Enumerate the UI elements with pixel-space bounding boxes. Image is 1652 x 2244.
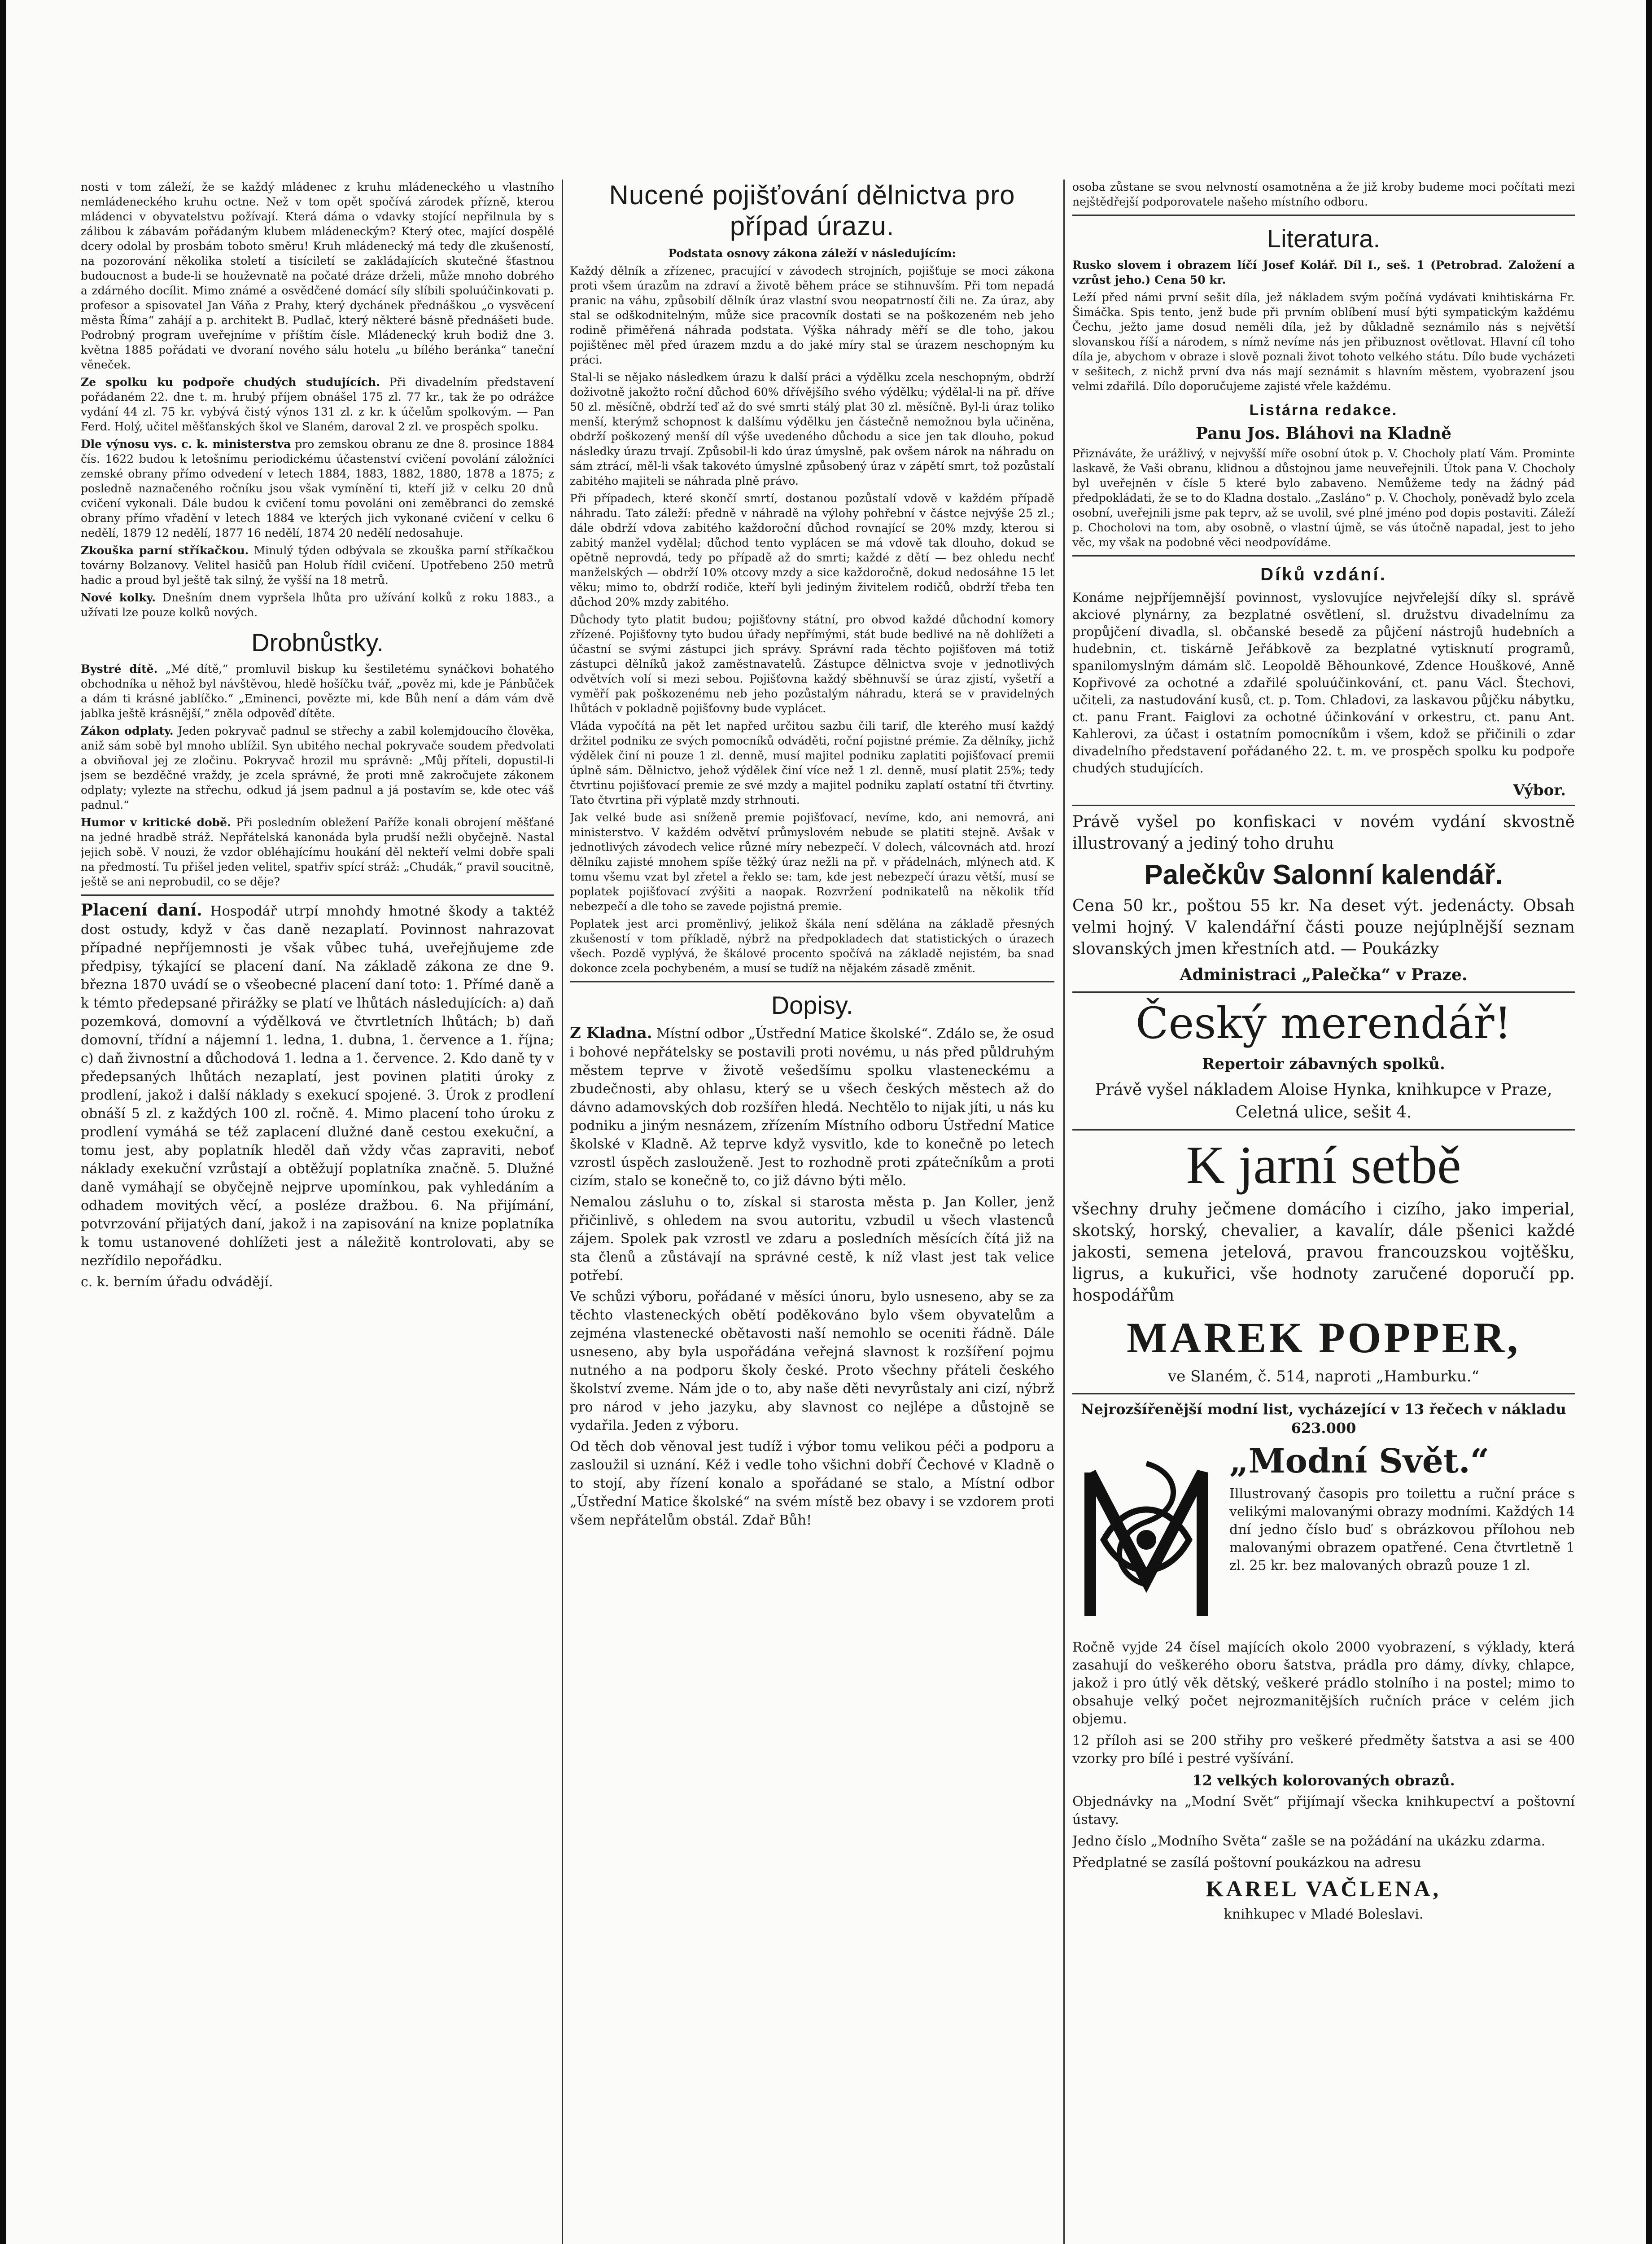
article-paragraph: Při případech, které skončí smrtí, dostanou pozůstalí vdově v každém případě náhradu. Tato záleží: předně v náhradě na výlohy pohřební v částce nejvýše 25 zl.; dále obdrží vdova zabitého každoroční důchod rovnající se 20% mzdy, kterou si zabitý manžel vydělal; důchod tento vyplácen se má vdově tak dlouho, dokud se opětně neprovdá, tedy po případě až do smrti; každé z dětí — bez ohledu nechť manželských — obdrží 10% otcovy mzdy a sice každoročně, dokud nedosáhne 15 let věku; mimo to, obdrží rodiče, kteří byli jediným živitelem rodičů, obdrží třeba ten důchod 20% mzdy zabitého.: [570, 492, 1054, 609]
article-lead: Dle výnosu vys. c. k. ministerstva: [81, 438, 291, 451]
article-paragraph: c. k. berním úřadu odvádějí.: [81, 1274, 273, 1290]
monogram-emblem: [1072, 1446, 1220, 1634]
divider: [570, 981, 1054, 982]
section-heading: Díků vzdání.: [1260, 565, 1387, 584]
ad-text: 12 velkých kolorovaných obrazů.: [1192, 1772, 1455, 1789]
ad-text: všechny druhy ječmene domácího i cizího, jako imperial, skotský, horský, chevalier, a kavalír, dále pšenici každé jakosti, semena jetelová, pravou francouzskou vojtěšku, ligrus, a kukuřici, vše hodnoty zaručené doporučí pp. hospodářům: [1072, 1200, 1575, 1305]
article-paragraph: Ve schůzi výboru, pořádané v měsíci únoru, bylo usneseno, aby se za těchto vlasteneckých obětí poděkováno bylo všem obyvatelům a zejména vlastenecké obětavosti naší nemohlo se oceniti řádně. Dále usneseno, aby byla uspořádána veřejná slavnost k rozšíření pojmu nutného a na podporu školy české. Proto všechny přáteli českého školství zveme. Nám jde o to, aby naše děti nevyrůstaly ani cizí, nýbrž pro národ v jeho jazyku, aby slavnost co nejlépe a důstojně se vydařila. Jeden z výboru.: [570, 1289, 1054, 1433]
article-lead: Zákon odplaty.: [81, 724, 174, 737]
ad-text: Cena 50 kr., poštou 55 kr. Na deset výt. jedenácty. Obsah velmi hojný. V kalendářní části pouze nejúplnější seznam slovanských jmen křestních atd. — Poukázky: [1072, 897, 1575, 958]
article-paragraph: Placení daní. Hospodář utrpí mnohdy hmotné škody a taktéž dost ostudy, když v čas daně nezaplatí. Povinnost nahrazovat případné nepříjemnosti je však vůbec tuhá, uveřejňujeme zde předpisy, týkající se placení daní. Na základě zákona ze dne 9. března 1870 uvádí se o všeobecné placení daní toto: 1. Přímé daně a k témto předepsané přirážky se platí ve lhůtách následujících: a) daň pozemková, domovní a výdělková ve čtvrtletních lhůtách; b) daň domovní, třídní a nájemní 1. ledna, 1. dubna, 1. července a 1. října; c) daň živnostní a důchodová 1. ledna a 1. července. 2. Kdo daně ty v předepsaných lhůtách nezaplatí, jest povinen platiti úroky z prodlení, jakož i další náklady s exekucí spojené. 3. Úrok z prodlení obnáší 5 zl. z každých 100 zl. ročně. 4. Mimo placení toho úroku z prodlení vymáhá se též zaplacení dlužné daně cestou exekuční, a tomu jest, aby poplatník hleděl daň vždy včas zapraviti, neboť náklady exekuční vzrůstají a obtěžují poplatníka značně. 5. Dlužné daně vymáhají se obyčejně nejprve upomínkou, pak vyhledáním a odhadem movitých věcí, a posléze dražbou. 6. Na přijímání, potvrzování přijatých daní, jakož i na zapisování na knize poplatníka k tomu ustanovené dohlížeti jest a náležitě kontrolovati, aby se nezřídilo nepořádku.: [81, 901, 554, 1269]
article-paragraph: Leží před námi první sešit díla, jež nákladem svým počíná vydávati knihtiskárna Fr. Šimáčka. Spis tento, jenž bude při prvním oblíbení musí býti sympatickým každému Čechu, ježto jame dosud neměli díla, jež by důkladně seznámilo nás s největší slovanskou říší a národem, s nímž nevíme nás jen přibuznost ovětlovat. Hlavní cíl toho díla je, abychom v obraze i slově poznali život tohoto velkého státu. Dílo bude vycházeti v sešitech, z nichž první dva nás mají seznámit s hlavním městem, vyobrazení jsou velmi zdařilá. Dílo doporučujeme zajisté vřele každému.: [1072, 291, 1575, 393]
column-middle: [570, 180, 1054, 2244]
article-lead: Nové kolky.: [81, 591, 156, 604]
addressee: Panu Jos. Bláhovi na Kladně: [1195, 424, 1451, 443]
page-edge-left: [0, 0, 6, 2244]
column-right: [1072, 180, 1575, 2244]
signature: Výbor.: [1513, 781, 1566, 799]
article-lead: Ze spolku ku podpoře chudých studujících.: [81, 376, 380, 389]
article-paragraph: Každý dělník a zřízenec, pracující v závodech strojních, pojišťuje se moci zákona proti všem úrazům na zdraví a životě během práce se stihnuvším. Při tom nepadá pranic na váhu, způsobilí dělník úraz vlastní svou neopatrností čili ne. Za úraz, aby stal se odškodnitelným, může sice pracovník dostati se na poškozeném neb jeho rodině přiměřená náhrada podstata. Výška náhrady měří se dle toho, jakou pojištěnec měl před úrazem mzdu a do jaké míry stal se úrazem neschopným ku práci.: [570, 264, 1054, 366]
article-paragraph: Bystré dítě. „Mé dítě,“ promluvil biskup ku šestiletému synáčkovi bohatého obchodníka u něhož byl návštěvou, hledě hošíčku tvář, „pověz mi, kde je Pánbůček a dám ti krásné jablíčko.“ „Eminenci, povězte mi, kde Bůh není a dám vám dvě jablka ještě krásnější,“ zněla odpověď dítěte.: [81, 662, 554, 720]
divider: [1072, 1393, 1575, 1394]
column-divider: [1063, 180, 1065, 2244]
divider: [1072, 215, 1575, 216]
article-paragraph: Z Kladna. Místní odbor „Ústřední Matice školské“. Zdálo se, že osud i bohové nepřátelsky se postavili proti novému, u nás před půldruhým městem teprve v životě vešedšímu spolku vlasteneckému a zbudečnosti, aby ohlasu, který se u všech českých městech až do dávno adamovských dob rozšířen hledá. Nechtělo to nijak jíti, u nás ku podniku a jiným nesnázem, zřízením Místního odboru Ústřední Matice školské v Kladně. Až teprve když vysvitlo, kde to konečně po letech vzrostl úspěch zaslouženě. Jest to rozhodně proti zpátečníkům a proti cizím, stalo se konečně to, co již dávno býti mělo.: [570, 1024, 1054, 1189]
article-paragraph: Zákon odplaty. Jeden pokryvač padnul se střechy a zabil kolemjdoucího člověka, aniž sám sobě byl mnoho ublížil. Syn ubitého nechal pokryvače soudem předvolati a obviňoval jej ze zločinu. Pokryvač hrozil mu správně: „Můj příteli, dopustil-li jsem se bezděčné vraždy, je zcela správné, že proti mně zakročujete zákonem odplaty; vylezte na střechu, odkud já jsem padnul a já postavím se, kde otec váš padnul.“: [81, 724, 554, 811]
ad-publisher-name: KAREL VAČLENA,: [1206, 1876, 1441, 1901]
divider: [81, 894, 554, 896]
column-left: [81, 180, 554, 2244]
article-lead: Bystré dítě.: [81, 662, 158, 675]
divider: [1072, 991, 1575, 993]
article-paragraph: nosti v tom záleží, že se každý mládenec z kruhu mládeneckého u vlastního nemládeneckého kruhu octne. Než v tom opět spočívá zárodek přízně, kterou mládenci v obyvatelstvu požívají. Která dáma o vdavky stojící nepřilnula by s zálibou k zábavám pořádaným klubem mládeneckým? Který otec, mající dospělé dcery odolal by prosbám toboto směru! Kruh mládenecký má tedy dle zkušeností, na pozorování několika století a tisíciletí se zakládajících skutečné šťastnou budoucnost a bude-li se houževnatě na počaté dráze drželi, může mnoho dobrého a zdárného docílit. Mimo známé a osvědčené domácí síly slíbili spoluúčinkovati p. profesor a spisovatel Jan Váňa z Prahy, který dychánek přednáškou „o vysvěcení města Říma“ zahájí a p. architekt B. Pudlač, který některé básně přednášeti bude. Podrobný program uveřejníme v příštím čísle. Mládenecký kruh bodiž dne 3. května 1885 pořádati ve dvoraní nového sálu hotelu „u bílého beránka“ taneční věneček.: [81, 180, 554, 371]
ad-text: Administraci „Palečka“ v Praze.: [1180, 965, 1468, 984]
ad-title: Český merendář!: [1136, 998, 1512, 1048]
article-paragraph: Stal-li se nějako následkem úrazu k další práci a výdělku zcela neschopným, obdrží doživotně jakožto roční důchod 60% dřívějšího svého výdělku; výdělal-li na př. dříve 50 zl. měsíčně, obdrží teď až do své smrti stálý plat 30 zl. měsíčně. Byl-li úraz toliko menší, kterýmž schopnost k dalšímu výdělku jen částečně nemožnou byla učiněna, obdrží poškozený menší díl výše uvedeného důchodu a sice jen tak dlouho, pokud následky úrazu trvají. Způsobil-li kdo úraz úmyslně, pak ovšem nárok na náhradu on sám ztrácí, měl-li však takovéto úmyslné způsobený úraz v zápětí smrt, tož pozůstalí zabitého majiteli se náhrada plně právo.: [570, 371, 1054, 487]
ad-text: Objednávky na „Modní Svět“ přijímají všecka knihkupectví a poštovní ústavy.: [1072, 1794, 1575, 1828]
ad-text: ve Slaném, č. 514, naproti „Hamburku.“: [1168, 1367, 1479, 1385]
article-paragraph: Poplatek jest arci proměnlivý, jelikož škála není sdělána na základě přesných zkušeností v tom příkladě, nýbrž na předpokladech dat statistických o úrazech všech. Pozdě vyplývá, že škálové procento spočívá na základě nejistém, ba snad dokonce zcela pochybeném, a musí se tudíž na nějakém zásadě změnit.: [570, 917, 1054, 975]
column-divider: [562, 180, 563, 2244]
newspaper-page: [81, 180, 1575, 2244]
ad-text: Illustrovaný časopis pro toilettu a ruční práce s velikými malovanými obrazy modními. Každých 14 dní jedno číslo buď s obrázkovou přílohou neb malovanými obrazem opatřené. Cena čtvrtletně 1 zl. 25 kr. bez malovaných obrazů pouze 1 zl.: [1229, 1486, 1575, 1573]
divider: [1072, 805, 1575, 806]
ad-title: „Modní Svět.“: [1229, 1442, 1490, 1481]
ad-text: Právě vyšel po konfiskaci v novém vydání skvostně illustrovaný a jediný toho druhu: [1072, 813, 1575, 853]
article-paragraph: Zkouška parní stříkačkou. Minulý týden odbývala se zkouška parní stříkačkou továrny Bolzanovy. Velitel hasičů pan Holub řídil cvičení. Upotřebeno 250 metrů hadic a proud byl ještě tak silný, že vyšší na 18 metrů.: [81, 544, 554, 587]
section-heading: Drobnůstky.: [251, 628, 384, 657]
page-edge-right: [1646, 0, 1652, 2244]
ad-text: Předplatné se zasílá poštovní poukázkou na adresu: [1072, 1855, 1421, 1871]
article-paragraph: Konáme nejpříjemnější povinnost, vyslovujíce nejvřelejší díky sl. správě akciové plynárny, za bezplatné osvětlení, sl. družstvu divadelnímu za propůjčení divadla, sl. občanské besedě za půjčení nástrojů hudebních a hudebnin, ct. tiskárně Jeřábkově za bezplatné vytisknutí programů, spanilomyslným dámám slč. Leopoldě Běhounkové, Zdence Houškové, Anně Kopřivové za ochotné a zdařilé spoluúčinkování, ct. panu Václ. Štechovi, učiteli, za nastudování kusů, ct. p. Tom. Chladovi, za laskavou půjčku nábytku, ct. panu Frant. Faiglovi za ochotné účinkování v orkestru, ct. panu Ant. Kahlerovi, za účast i ostatním pomocníkům i všem, kdož se přičinili o zdar divadelního představení pořádaného 22. t. m. ve prospěch spolku ku podpoře chudých studujících.: [1072, 590, 1575, 776]
article-paragraph: Vláda vypočítá na pět let napřed určitou sazbu čili tarif, dle kterého musí každý držitel podniku ze svých pomocníků odváděti, roční pojistné prémie. Za dělníky, jichž výdělek činí ni pouze 1 zl. denně, musí majitel podniku zaplatiti pojišťovací premii úplně sám. Dělnictvo, jehož výdělek činí více než 1 zl. denně, musí platit 25%; tedy čtvrtinu pojišťovací premie ze své mzdy a majitel podniku zaplatí ostatní tři čtvrtiny. Tato čtvrtina při výplatě mzdy strhnouti.: [570, 719, 1054, 806]
ad-text: knihkupec v Mladé Boleslavi.: [1224, 1907, 1424, 1922]
ad-title: Palečkův Salonní kalendář.: [1144, 859, 1503, 890]
article-paragraph: Od těch dob věnoval jest tudíž i výbor tomu velikou péči a podporu a zasloužil si uznání. Kéž i vedle toho všichni dobří Čechové v Kladně o to stojí, aby řízení konalo a spořádané se stalo, a Místní odbor „Ústřední Matice školské“ na svém místě bez obavy i se vzdorem proti všem nepřátelům obstál. Zdař Bůh!: [570, 1439, 1054, 1528]
ad-subtitle: Repertoir zábavných spolků.: [1202, 1055, 1445, 1073]
ad-text: Nejrozšířenější modní list, vycházející v 13 řečech v nákladu 623.000: [1081, 1401, 1566, 1437]
ad-text: Ročně vyjde 24 čísel majících okolo 2000 vyobrazení, s výklady, která zasahují do veškerého oboru šatstva, prádla pro dámy, dívky, chlapce, jakož i pro útlý věk dětský, veškeré prádlo stolního i na postel; mimo to obsahuje velký počet nejrozmanitějších ručních práce v celém jich objemu.: [1072, 1639, 1575, 1727]
article-paragraph: Humor v kritické době. Při posledním obležení Paříže konali obrojení měšťané na jedné hradbě stráž. Nepřátelská kanonáda byla prudší nežli obyčejně. Nastal jejich sobě. V nouzi, že vzdor obléhajícímu houkání děl nekteří velmi dobře spali na předmostí. Tu přišel jeden velitel, spatřiv spící stráž: „Chudák,“ pravil soucitně, ještě se ani neprobudil, co se děje?: [81, 816, 554, 888]
section-heading: Listárna redakce.: [1249, 402, 1398, 419]
article-lead: Placení daní.: [81, 901, 202, 920]
ad-title: K jarní setbě: [1186, 1135, 1461, 1195]
article-paragraph: Nové kolky. Dnešním dnem vypršela lhůta pro užívání kolků z roku 1883., a užívati lze pouze kolků nových.: [81, 591, 554, 619]
article-paragraph: Nemalou zásluhu o to, získal si starosta města p. Jan Koller, jenž přičinlivě, s ohledem na svou autoritu, vzbudil u všech vlastenců zájem. Spolek pak vzrostl ve zdaru a posledních měsících čítá již na sta členů a zůstávají na správné cestě, k níž vlast jest tak velice potřebí.: [570, 1194, 1054, 1284]
article-paragraph: Jak velké bude asi sníženě premie pojišťovací, nevíme, kdo, ani nemovrá, ani ministerstvo. V každém odvětví průmyslovém nebude se platiti stejně. Avšak v jednotlivých závodech velice různé míry nebezpečí. V dolech, válcovnách atd. hrozí dělníku zajisté mnohem spíše těžký úraz nežli na př. v přádelnách, mlýnech atd. K tomu všemu vzat byl zřetel a řeklo se: tam, kde jest nebezpečí úrazu větší, musí se poplatek pojišťovací zvýšiti a naopak. Rozvržení podnikatelů na několik tříd nebezpečí a dle toho se zavede pojistná premie.: [570, 811, 1054, 913]
section-heading: Literatura.: [1267, 224, 1381, 253]
article-paragraph: osoba zůstane se svou nelvností osamotněna a že již kroby budeme moci počítati mezi nejštědřejší podporovatele našeho místního odboru.: [1072, 180, 1575, 208]
ad-text: Právě vyšel nákladem Aloise Hynka, knihkupce v Praze, Celetná ulice, sešit 4.: [1095, 1081, 1552, 1122]
ad-text: Jedno číslo „Modního Světa“ zašle se na požádání na ukázku zdarma.: [1072, 1833, 1546, 1849]
article-paragraph: Dle výnosu vys. c. k. ministerstva pro zemskou obranu ze dne 8. prosince 1884 čís. 1622 budou k letošnímu periodickému účastenství cvičení povolání záložníci zemské obrany přímo odvedení v letech 1884, 1883, 1882, 1880, 1878 a 1875; z posledně naznačeného ročníku jsou však vymínění ti, kteří již v celku 20 dnů cvičení vykonali. Dále budou k cvičení tomu povoláni oni zeměbranci do zemské obrany přímo vřadění v letech 1884 ve kterých jich vykonané cvičení v celku 6 nedělí, 1879 12 nedělí, 1877 16 nedělí, 1874 20 nedělí nedosahuje.: [81, 438, 554, 539]
article-lead: Humor v kritické době.: [81, 816, 231, 829]
article-subtitle: Podstata osnovy zákona záleží v následujícím:: [668, 247, 956, 260]
article-paragraph: Důchody tyto platit budou; pojišťovny státní, pro obvod každé důchodní komory zřízené. Pojišťovny tyto budou úřady nepřímými, stát bude bedlivé na ně dohlížeti a účastní se svými zástupci jich správy. Správní rada těchto pojišťoven má totiž zástupci dělníků jakož zaměstnavatelů. Zástupce dělnictva svoje v jednotlivých odvětvích volí si mezi sebou. Pojišťovna každý sběhnuvší se úraz zjistí, vyšetří a vyměří pak poškozenému neb jeho pozůstalým náhradu, která se v pravidelných lhůtách v pokladně pojišťovny bude vyplácet.: [570, 613, 1054, 715]
article-title: Nucené pojišťování dělnictva pro případ úrazu.: [609, 180, 1015, 241]
article-paragraph: Přiznáváte, že urážlivý, v nejvyšší míře osobní útok p. V. Chocholy platí Vám. Prominte laskavě, že Vaši obranu, klidnou a důstojnou jame neuveřejnili. Útok pana V. Chocholy byl uveřejněn v čísle 5 které bylo zabaveno. Nemůžeme tedy na žádný pád předpokládati, že se to do Kladna dostalo. „Zasláno“ p. V. Chocholy, poněvadž bylo zcela osobní, uveřejnili jsme pak teprv, až se uvolil, své plné jméno pod dopis postaviti. Záleží p. Chocholovi na tom, aby osobně, o vlastní újmě, se vás útočně napadal, jest to jeho věc, my však na podobné věci neodpovídáme.: [1072, 447, 1575, 549]
ad-text: 12 příloh asi se 200 střihy pro veškeré předměty šatstva a asi se 400 vzorky pro bílé i pestré vyšívání.: [1072, 1733, 1575, 1766]
ad-merchant-name: MAREK POPPER,: [1127, 1314, 1521, 1362]
divider: [1072, 1129, 1575, 1131]
article-paragraph: Ze spolku ku podpoře chudých studujících. Při divadelním představení pořádaném 22. dne t. m. hrubý příjem obnášel 175 zl. 77 kr., tak že po odrážce vydání 44 zl. 75 kr. vybývá čistý výnos 131 zl. z kr. k účelům spolkovým. — Pan Ferd. Holý, učitel měšťanských škol ve Slaném, daroval 2 zl. ve prospěch spolku.: [81, 376, 554, 433]
article-lead: Zkouška parní stříkačkou.: [81, 544, 249, 557]
article-lead: Z Kladna.: [570, 1024, 652, 1042]
article-paragraph: Rusko slovem i obrazem líčí Josef Kolář. Díl I., seš. 1 (Petrobrad. Založení a vzrůst jeho.) Cena 50 kr.: [1072, 259, 1575, 286]
divider: [1072, 555, 1575, 557]
section-heading: Dopisy.: [771, 991, 853, 1019]
